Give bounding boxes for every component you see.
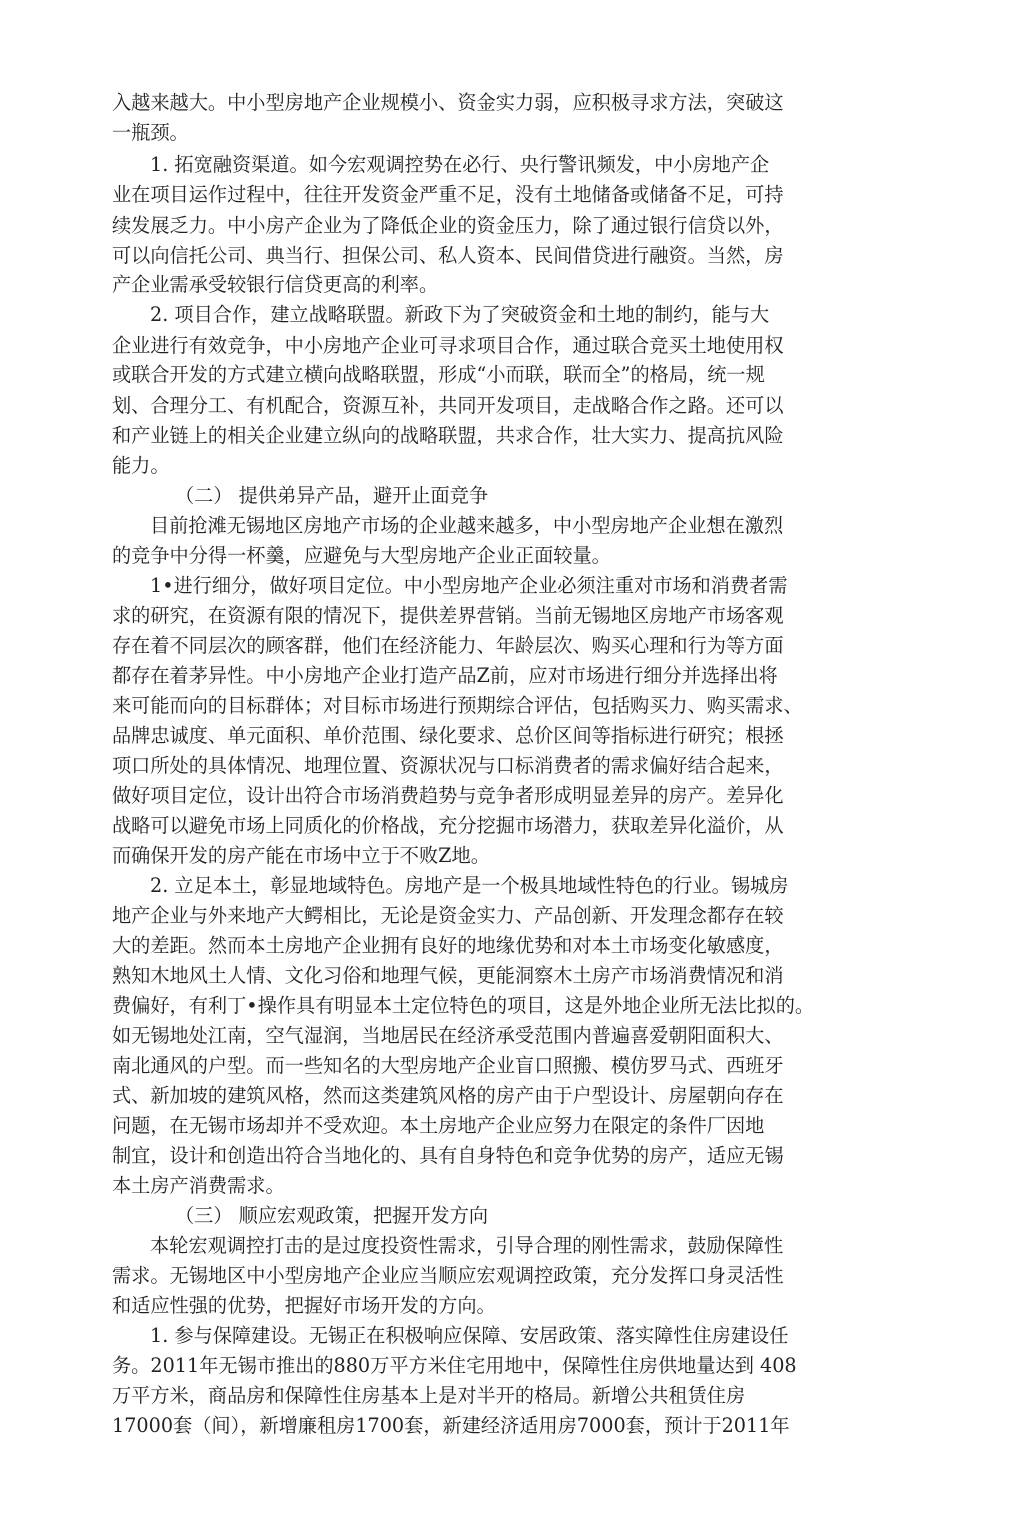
text-line: 项口所处的具体情况、地理位置、资源状况与口标消费者的需求偏好结合起来， <box>112 754 784 777</box>
text-line: 存在着不同层次的顾客群，他们在经济能力、年龄层次、购买心理和行为等方面 <box>112 634 784 657</box>
text-line: 产企业需承受较银行信贷更高的利率。 <box>112 273 439 296</box>
text-line: 17000套（间），新增廉租房1700套，新建经济适用房7000套，预计于2011年 <box>112 1414 790 1437</box>
text-line: 能力。 <box>112 454 170 477</box>
text-line: 目前抢滩无锡地区房地产市场的企业越来越多，中小型房地产企业想在激烈 <box>150 514 784 537</box>
text-line: 南北通风的户型。而一些知名的大型房地产企业盲口照搬、模仿罗马式、西班牙 <box>112 1054 784 1077</box>
text-line: 做好项目定位，设计出符合市场消费趋势与竞争者形成明显差异的房产。差异化 <box>112 784 784 807</box>
text-line: 熟知木地风土人情、文化习俗和地理气候，更能洞察木土房产市场消费情况和消 <box>112 964 784 987</box>
text-line: 续发展乏力。中小房产企业为了降低企业的资金压力，除了通过银行信贷以外， <box>112 214 784 237</box>
text-line: 1•进行细分，做好项目定位。中小型房地产企业必须注重对市场和消费者需 <box>150 574 788 597</box>
text-line: 2. 项目合作，建立战略联盟。新政下为了突破资金和土地的制约，能与大 <box>150 303 770 326</box>
text-line: 问题，在无锡市场却并不受欢迎。本土房地产企业应努力在限定的条件厂因地 <box>112 1114 765 1137</box>
text-line: 而确保开发的房产能在市场中立于不败Z地。 <box>112 844 490 867</box>
text-line: 品牌忠诚度、单元面积、单价范围、绿化要求、总价区间等指标进行研究；根拯 <box>112 724 784 747</box>
text-line: 和产业链上的相关企业建立纵向的战略联盟，共求合作，壮大实力、提高抗风险 <box>112 424 784 447</box>
text-line: 如无锡地处江南，空气湿润，当地居民在经济承受范围内普遍喜爱朝阳面积大、 <box>112 1024 784 1047</box>
text-line: 来可能而向的目标群体；对目标市场进行预期综合评估，包括购买力、购买需求、 <box>112 694 803 717</box>
text-line: 本轮宏观调控打击的是过度投资性需求，引导合理的刚性需求，鼓励保障性 <box>150 1234 784 1257</box>
text-line: 都存在着茅异性。中小房地产企业打造产品Z前，应对市场进行细分并选择出将 <box>112 664 778 687</box>
text-line: 务。2011年无锡市推出的880万平方米住宅用地中，保障性住房供地量达到 408 <box>112 1354 797 1377</box>
text-line: 制宜，设计和创造出符合当地化的、具有自身特色和竞争优势的房产，适应无锡 <box>112 1144 784 1167</box>
text-line: 地产企业与外来地产大鳄相比，无论是资金实力、产品创新、开发理念都存在较 <box>112 904 784 927</box>
text-line: 战略可以避免市场上同质化的价格战，充分挖掘市场潜力，获取差异化溢价，从 <box>112 814 784 837</box>
text-line: 2. 立足本土，彰显地域特色。房地产是一个极具地域性特色的行业。锡城房 <box>150 874 789 897</box>
text-line: 企业进行有效竞争，中小房地产企业可寻求项目合作，通过联合竞买土地使用权 <box>112 334 784 357</box>
text-line: 大的差距。然而本土房地产企业拥有良好的地缘优势和对本土市场变化敏感度， <box>112 934 784 957</box>
text-line: 或联合开发的方式建立横向战略联盟，形成“小而联，联而全”的格局，统一规 <box>112 363 765 386</box>
text-line: 可以向信托公司、典当行、担保公司、私人资本、民间借贷进行融资。当然，房 <box>112 244 784 267</box>
text-line: 求的研究，在资源有限的情况下，提供差界营销。当前无锡地区房地产市场客观 <box>112 604 784 627</box>
text-line: 的竞争中分得一杯羹，应避免与大型房地产企业正面较量。 <box>112 544 611 567</box>
section-heading: （三） 顺应宏观政策，把握开发方向 <box>175 1204 489 1227</box>
text-line: 本土房产消费需求。 <box>112 1174 285 1197</box>
text-line: 入越来越大。中小型房地产企业规模小、资金实力弱，应积极寻求方法，突破这 <box>112 91 784 114</box>
text-line: 划、合理分工、有机配合，资源互补，共同开发项目，走战略合作之路。还可以 <box>112 394 784 417</box>
text-line: 万平方米，商品房和保障性住房基本上是对半开的格局。新增公共租赁住房 <box>112 1384 746 1407</box>
text-line: 需求。无锡地区中小型房地产企业应当顺应宏观调控政策，充分发挥口身灵活性 <box>112 1264 784 1287</box>
text-line: 一瓶颈。 <box>112 121 189 144</box>
text-line: 式、新加坡的建筑风格，然而这类建筑风格的房产由于户型设计、房屋朝向存在 <box>112 1084 784 1107</box>
text-line: 业在项目运作过程中，往往开发资金严重不足，没有土地储备或储备不足，可持 <box>112 183 784 206</box>
text-line: 1. 拓宽融资渠道。如今宏观调控势在必行、央行警讯频发，中小房地产企 <box>150 153 770 176</box>
text-line: 和适应性强的优势，把握好市场开发的方向。 <box>112 1294 496 1317</box>
text-line: 1. 参与保障建设。无锡正在积极响应保障、安居政策、落实障性住房建设任 <box>150 1324 789 1347</box>
text-line: 费偏好，有利丁•操作具有明显本土定位特色的项目，这是外地企业所无法比拟的。 <box>112 994 815 1017</box>
section-heading: （二） 提供弟异产品，避开止面竞争 <box>175 484 489 507</box>
